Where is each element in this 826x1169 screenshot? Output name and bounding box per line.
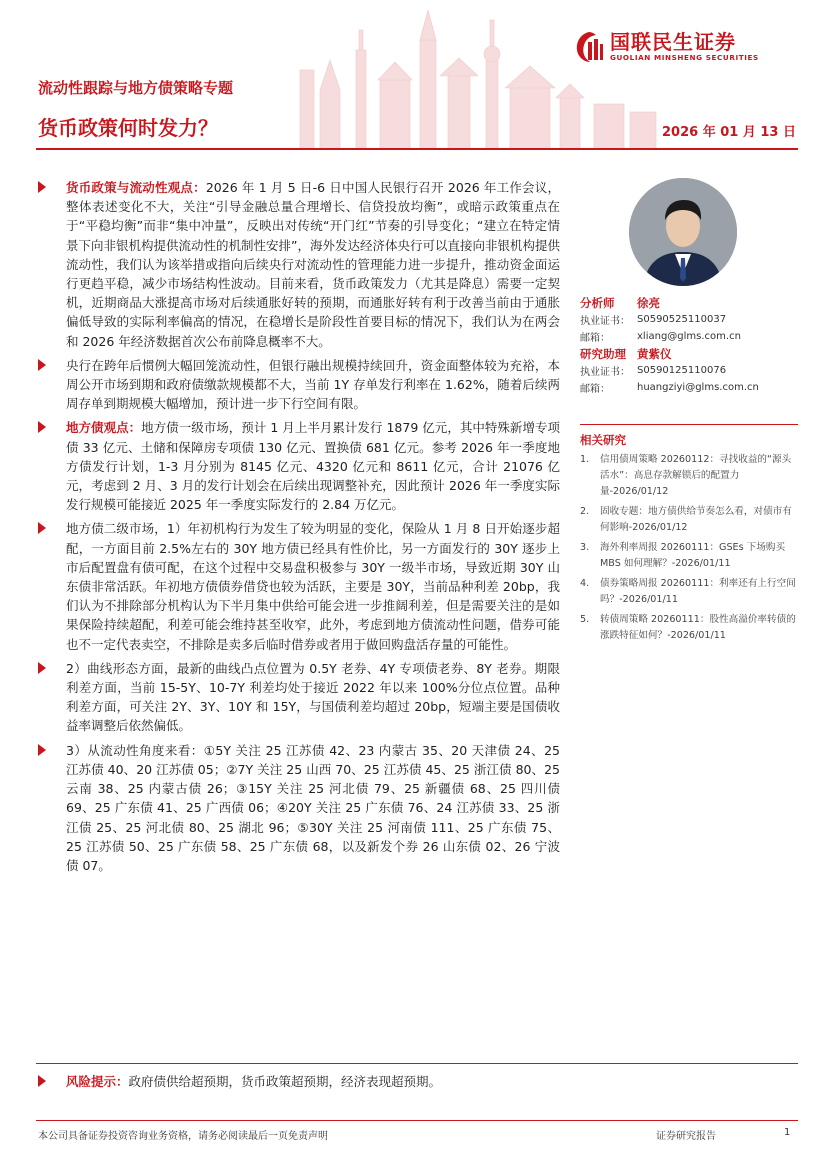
related-research-list: [580, 452, 800, 644]
related-divider: [580, 424, 798, 425]
related-item-text: 海外利率周报 20260111：GSEs 下场购买 MBS 如何理解？-2026/01/11: [600, 542, 786, 569]
report-date: 2026 年 01 月 13 日: [662, 125, 796, 140]
analyst-card-2: [580, 345, 800, 396]
related-item-text: 信用债周策略 20260112：寻找收益的“源头活水”：高息存款解锁后的配置力量-2026/01/12: [600, 454, 792, 497]
risk-lead: 风险提示：: [66, 1074, 129, 1089]
bullet-arrow-icon: [38, 181, 46, 193]
related-item[interactable]: [580, 504, 800, 536]
analyst-name: 徐亮: [637, 295, 660, 310]
paragraph-text: 3）从流动性角度来看：①5Y 关注 25 江苏债 42、23 内蒙古 35、20 天津债 24、25 江苏债 40、20 江苏债 05；②7Y 关注 25 山西 70、25 江苏债 45、25 浙江债 80、25 云南 38、25 内蒙古债 26；③15Y 关注 25 河北债 79、25 新疆债 68、25 四川债 69、25 广东债 41、25 广西债 06；④20Y 关注 25 广东债 76、24 江苏债 33、25 浙江债 25、25 河北债 80、25 湖北 96；⑤30Y 关注 25 河南债 111、25 广东债 75、25 江苏债 50、25 广东债 58、25 广东债 68，以及新发个券 26 山东债 02、26 宁波债 07。: [66, 742, 560, 873]
cert-label: 执业证书：: [580, 367, 630, 378]
brand-logo-icon: [574, 30, 604, 64]
related-item-number: 2.: [580, 506, 590, 517]
main-content: [38, 178, 560, 875]
brand-name-en: GUOLIAN MINSHENG SECURITIES: [610, 53, 759, 62]
paragraph-text: 央行在跨年后惯例大幅回笼流动性，但银行融出规模持续回升，资金面整体较为充裕，本周公开市场到期和政府债缴款规模都不大，当前 1Y 存单发行利率在 1.62%，随着后续两周存单到期规模大幅增加，预计进一步下行空间有限。: [66, 357, 560, 412]
related-item-text: 债券策略周报 20260111：利率还有上行空间吗？-2026/01/11: [600, 578, 796, 605]
risk-warning: [38, 1072, 560, 1091]
brand-logo: [574, 30, 759, 64]
risk-divider: [36, 1063, 798, 1064]
paragraph-text: 2）曲线形态方面，最新的曲线凸点位置为 0.5Y 老券、4Y 专项债老券、8Y 老券。期限利差方面，当前 15-5Y、10-7Y 利差均处于接近 2022 年以来 100%分位点位置。品种利差方面，可关注 2Y、3Y、10Y 和 15Y，与国债利差均超过 20bp，短端主要是国债收益率调整后依然偏低。: [66, 660, 560, 734]
footer-divider: [36, 1120, 798, 1121]
related-item[interactable]: [580, 612, 800, 644]
paragraph-local-bond-secondary: [38, 519, 560, 653]
bullet-arrow-icon: [38, 1075, 46, 1087]
brand-name-cn: 国联民生证券: [610, 30, 736, 54]
page-number: 1: [784, 1127, 791, 1138]
related-item[interactable]: [580, 452, 800, 500]
cert-number: S0590525110037: [637, 314, 727, 325]
bullet-arrow-icon: [38, 662, 46, 674]
analyst-name: 黄紫仪: [637, 346, 672, 361]
email-label: 邮箱：: [580, 333, 610, 344]
paragraph-text: 地方债一级市场，预计 1 月上半月累计发行 1879 亿元，其中特殊新增专项债 33 亿元、土储和保障房专项债 130 亿元、置换债 681 亿元。参考 2026 年一季度地方债发行计划，1-3 月分别为 8145 亿元、4320 亿元和 8611 亿元，合计 21076 亿元，考虑到 2 月、3 月的发行计划会在后续出现调整补充，因此预计 2026 年一季度实际发行规模可能接近 2025 年一季度实际发行的 2.84 万亿元。: [66, 420, 560, 513]
related-item-number: 3.: [580, 542, 590, 553]
header-divider: [36, 148, 798, 150]
cert-label: 执业证书：: [580, 316, 630, 327]
city-skyline-illustration: [260, 0, 680, 150]
report-title: 货币政策何时发力？: [38, 116, 218, 140]
paragraph-lead: 货币政策与流动性观点：: [66, 180, 206, 195]
related-item-text: 固收专题：地方债供给节奏怎么看，对债市有何影响-2026/01/12: [600, 506, 792, 533]
footer-disclaimer: 本公司具备证券投资咨询业务资格，请务必阅读最后一页免责声明: [38, 1131, 328, 1142]
email-address[interactable]: huangziyi@glms.com.cn: [637, 382, 759, 393]
paragraph-liquidity: [38, 356, 560, 414]
paragraph-lead: 地方债观点：: [66, 420, 142, 436]
related-item-number: 5.: [580, 614, 590, 625]
paragraph-liquidity-picks: [38, 741, 560, 875]
related-item-number: 1.: [580, 454, 590, 465]
risk-paragraph: [38, 1072, 560, 1091]
related-item-number: 4.: [580, 578, 590, 589]
paragraph-text: 地方债二级市场，1）年初机构行为发生了较为明显的变化，保险从 1 月 8 日开始逐步超配，一方面目前 2.5%左右的 30Y 地方债已经具有性价比，另一方面发行的 30Y 逐步上市后配置盘有债可配，在这个过程中交易盘积极参与 30Y 一级半市场，导致近期 30Y 山东债非常活跃。年初地方债债券借贷也较为活跃，主要是 30Y，当前品种利差 20bp，我们认为不排除部分机构认为下半月集中供给可能会进一步推阔利差，但是需要关注的是如果保险持续超配，利差可能会维持甚至收窄，此外，考虑到地方债流动性问题，借券可能也不一定代表卖空，不排除是卖多后临时借券或者用于做回购盘活存量的可能性。: [66, 521, 560, 652]
paragraph-monetary-policy: [38, 178, 560, 351]
bullet-arrow-icon: [38, 421, 46, 433]
cert-number: S0590125110076: [637, 365, 727, 376]
analyst-role: 分析师: [580, 295, 615, 310]
paragraph-local-bond-primary: [38, 418, 560, 514]
related-research-title: 相关研究: [580, 433, 626, 447]
email-label: 邮箱：: [580, 384, 610, 395]
analyst-photo: [629, 178, 737, 286]
report-series: 流动性跟踪与地方债策略专题: [38, 79, 234, 97]
risk-text: 政府债供给超预期，货币政策超预期，经济表现超预期。: [128, 1074, 442, 1089]
footer-report-type: 证券研究报告: [656, 1131, 716, 1142]
analyst-portrait-icon: [629, 178, 737, 286]
bullet-arrow-icon: [38, 359, 46, 371]
related-item[interactable]: [580, 576, 800, 608]
related-item-text: 转债周策略 20260111：股性高溢价率转债的涨跌特征如何？-2026/01/11: [600, 614, 796, 641]
analyst-card-1: [580, 294, 800, 345]
page-header: [0, 0, 826, 150]
paragraph-curve-shape: [38, 659, 560, 736]
bullet-arrow-icon: [38, 744, 46, 756]
email-address[interactable]: xliang@glms.com.cn: [637, 331, 741, 342]
bullet-arrow-icon: [38, 522, 46, 534]
paragraph-text: 2026 年 1 月 5 日-6 日中国人民银行召开 2026 年工作会议，整体表述变化不大，关注“引导金融总量合理增长、信贷投放均衡”，或暗示政策重点在于“平稳均衡”而非“集中冲量”，反映出对传统“开门红”节奏的引导变化；“建立在特定情景下向非银机构提供流动性的机制性安排”，海外发达经济体央行可以直接向非银机构提供流动性，我们认为该举措或指向后续央行对流动性的管理能力进一步提升，推动资金面运行更趋平稳，减少市场结构性波动。目前来看，货币政策发力（尤其是降息）需要一定契机，近期商品大涨提高市场对后续通胀好转的预期，而通胀好转有利于改善当前由于通胀偏低导致的实际利率偏高的情况，在稳增长是阶段性首要目标的情况下，我们认为在两会和 2026 年经济数据首次公布前降息概率不大。: [66, 180, 560, 349]
related-item[interactable]: [580, 540, 800, 572]
analyst-role: 研究助理: [580, 346, 626, 361]
